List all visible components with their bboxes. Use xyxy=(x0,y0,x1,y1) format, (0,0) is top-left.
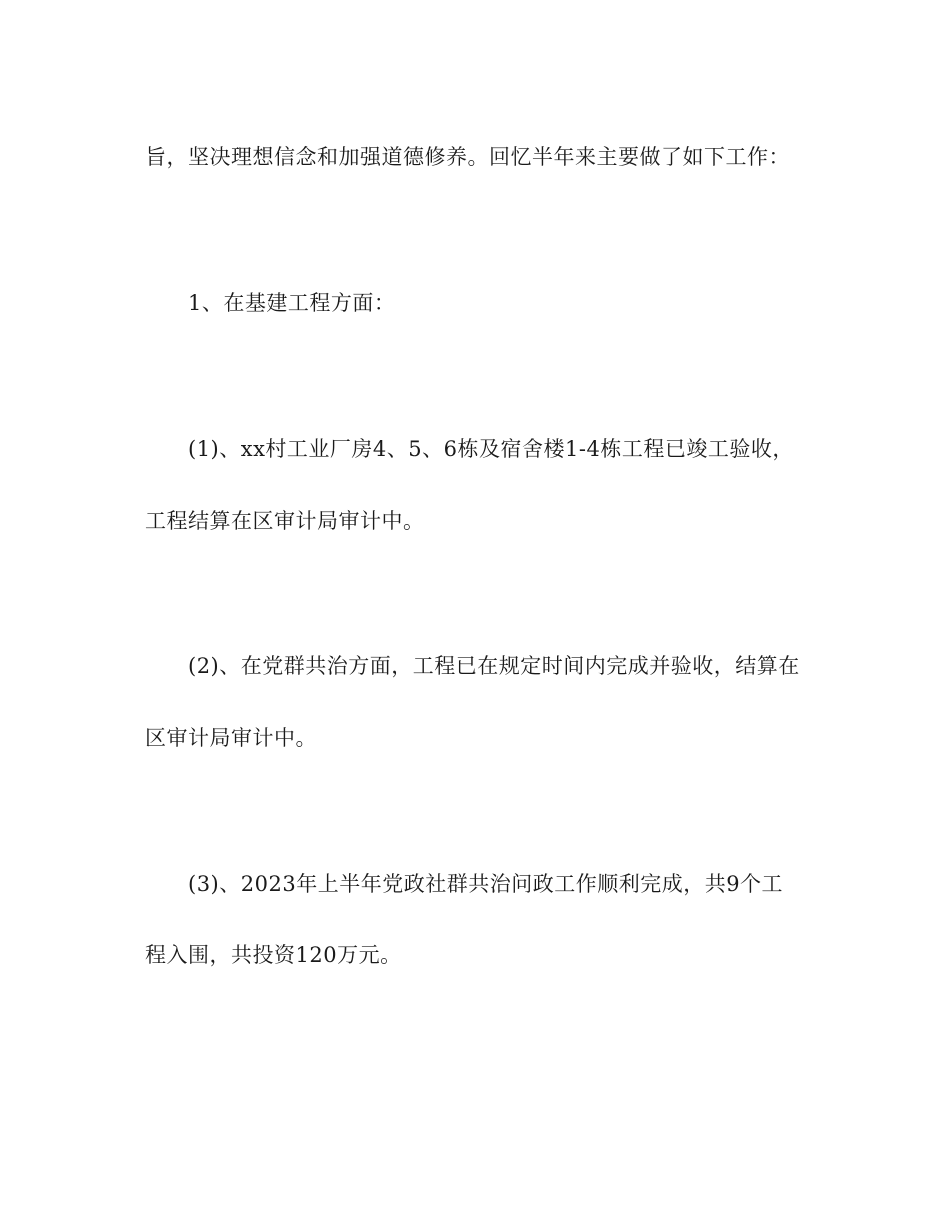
item-3-line-1: (3)、2023年上半年党政社群共治问政工作顺利完成，共9个工 xyxy=(188,872,784,896)
section-heading-infrastructure: 1、在基建工程方面： xyxy=(188,291,396,315)
item-3-line-2: 程入围，共投资120万元。 xyxy=(145,943,402,967)
item-1-line-1: (1)、xx村工业厂房4、5、6栋及宿舍楼1-4栋工程已竣工验收， xyxy=(188,437,794,461)
paragraph-continuation-line: 旨，坚决理想信念和加强道德修养。回忆半年来主要做了如下工作： xyxy=(145,145,790,169)
item-2-line-2: 区审计局审计中。 xyxy=(145,726,317,750)
item-2-line-1: (2)、在党群共治方面，工程已在规定时间内完成并验收，结算在 xyxy=(188,654,800,678)
item-1-line-2: 工程结算在区审计局审计中。 xyxy=(145,509,425,533)
